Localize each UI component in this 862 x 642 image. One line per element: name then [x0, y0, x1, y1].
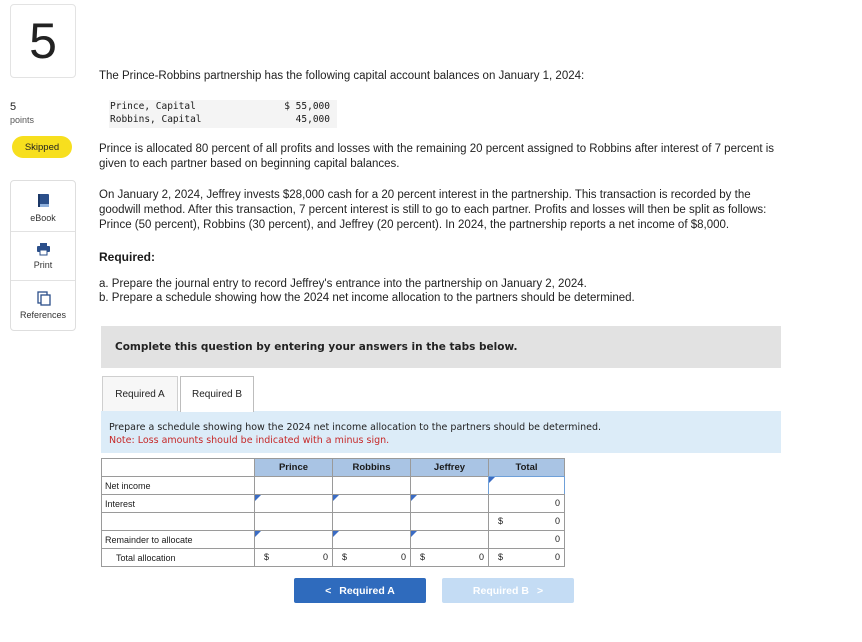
required-heading: Required:: [99, 250, 156, 264]
allocation-text-2: given to each partner based on beginning capital balances.: [99, 158, 400, 170]
required-a-text: a. Prepare the journal entry to record Jeffrey's entrance into the partnership on January 2, 2024.: [99, 278, 587, 290]
remainder-robbins-input[interactable]: [332, 530, 411, 549]
tab-instructions: [101, 411, 781, 453]
total-allocation-total: [488, 548, 565, 567]
capital-name: Prince, Capital: [110, 101, 196, 112]
subtotal-total: [488, 512, 565, 531]
header-prince: Prince: [254, 458, 333, 477]
prev-required-a-button[interactable]: [294, 578, 426, 603]
divider: [11, 280, 75, 281]
total-allocation-jeffrey: [410, 548, 489, 567]
capital-amount: 45,000: [295, 114, 330, 125]
capital-name: Robbins, Capital: [110, 114, 202, 125]
chevron-left-icon: <: [325, 584, 332, 597]
references-label: References: [19, 310, 67, 320]
interest-robbins-input[interactable]: [332, 494, 411, 513]
net-income-robbins-cell: [332, 476, 411, 495]
header-robbins: Robbins: [332, 458, 411, 477]
net-income-total-input[interactable]: [488, 476, 565, 495]
row-label-total-allocation: Total allocation: [101, 548, 255, 567]
points-value: 5: [10, 101, 17, 113]
interest-total-value: 0: [554, 498, 560, 508]
remainder-total: [488, 530, 565, 549]
book-icon: [36, 193, 51, 209]
currency-symbol: $: [420, 552, 426, 562]
status-badge: Skipped: [12, 136, 72, 158]
print-label: Print: [33, 260, 53, 270]
jeffrey-text-1: On January 2, 2024, Jeffrey invests $28,000 cash for a 20 percent interest in the partnership. This transaction is recorded by the: [99, 189, 751, 201]
net-income-prince-cell: [254, 476, 333, 495]
jeffrey-text-2: goodwill method. After this transaction, 7 percent interest is still to go to each partner. Profits and losses will then be split as follows:: [99, 204, 767, 216]
points-label: points: [10, 115, 35, 125]
remainder-jeffrey-input[interactable]: [410, 530, 489, 549]
row-label-remainder: Remainder to allocate: [101, 530, 255, 549]
total-allocation-robbins-value: 0: [400, 552, 406, 562]
remainder-prince-input[interactable]: [254, 530, 333, 549]
total-allocation-jeffrey-value: 0: [478, 552, 484, 562]
subtotal-robbins-cell: [332, 512, 411, 531]
print-button[interactable]: [11, 242, 75, 270]
header-total: Total: [488, 458, 565, 477]
capital-amount: $ 55,000: [284, 101, 330, 112]
total-allocation-total-value: 0: [554, 552, 560, 562]
currency-symbol: $: [498, 552, 504, 562]
subtotal-total-value: 0: [554, 516, 560, 526]
currency-symbol: $: [342, 552, 348, 562]
header-blank: [101, 458, 255, 477]
instructions-banner: Complete this question by entering your answers in the tabs below.: [101, 326, 781, 368]
header-jeffrey: Jeffrey: [410, 458, 489, 477]
total-allocation-prince-value: 0: [322, 552, 328, 562]
row-label-net-income: Net income: [101, 476, 255, 495]
allocation-text-1: Prince is allocated 80 percent of all profits and losses with the remaining 20 percent assigned to Robbins after interest of 7 percent is: [99, 143, 775, 155]
ebook-label: eBook: [30, 213, 56, 223]
subtotal-prince-cell: [254, 512, 333, 531]
subtotal-jeffrey-cell: [410, 512, 489, 531]
instruction-note: Note: Loss amounts should be indicated with a minus sign.: [109, 435, 390, 446]
capital-balances: [109, 100, 337, 128]
interest-jeffrey-input[interactable]: [410, 494, 489, 513]
total-allocation-prince: [254, 548, 333, 567]
tab-required-a[interactable]: Required A: [102, 376, 178, 411]
chevron-right-icon: >: [536, 584, 544, 597]
instruction-text: Prepare a schedule showing how the 2024 net income allocation to the partners should be determined.: [109, 422, 602, 433]
tools-panel: [10, 180, 76, 331]
printer-icon: [36, 242, 51, 256]
next-required-b-button[interactable]: [442, 578, 574, 603]
required-b-text: b. Prepare a schedule showing how the 2024 net income allocation to the partners should be determined.: [99, 292, 635, 304]
interest-prince-input[interactable]: [254, 494, 333, 513]
ebook-button[interactable]: [11, 193, 75, 223]
divider: [11, 231, 75, 232]
row-label-blank: [101, 512, 255, 531]
row-label-interest: Interest: [101, 494, 255, 513]
net-income-jeffrey-cell: [410, 476, 489, 495]
references-icon: [36, 291, 51, 306]
interest-total: [488, 494, 565, 513]
question-number: 5: [10, 4, 76, 78]
problem-intro: The Prince-Robbins partnership has the following capital account balances on January 1, 2024:: [99, 70, 585, 82]
jeffrey-text-3: Prince (50 percent), Robbins (30 percent), and Jeffrey (20 percent). In 2024, the partnership reports a net income of $8,000.: [99, 219, 730, 231]
prev-button-label: Required A: [339, 584, 395, 597]
capital-row: [109, 100, 337, 113]
next-button-label: Required B: [472, 584, 529, 597]
currency-symbol: $: [264, 552, 270, 562]
references-button[interactable]: [11, 291, 75, 320]
total-allocation-robbins: [332, 548, 411, 567]
remainder-total-value: 0: [554, 534, 560, 544]
tab-required-b[interactable]: Required B: [180, 376, 254, 412]
capital-row: [109, 113, 337, 126]
currency-symbol: $: [498, 516, 504, 526]
